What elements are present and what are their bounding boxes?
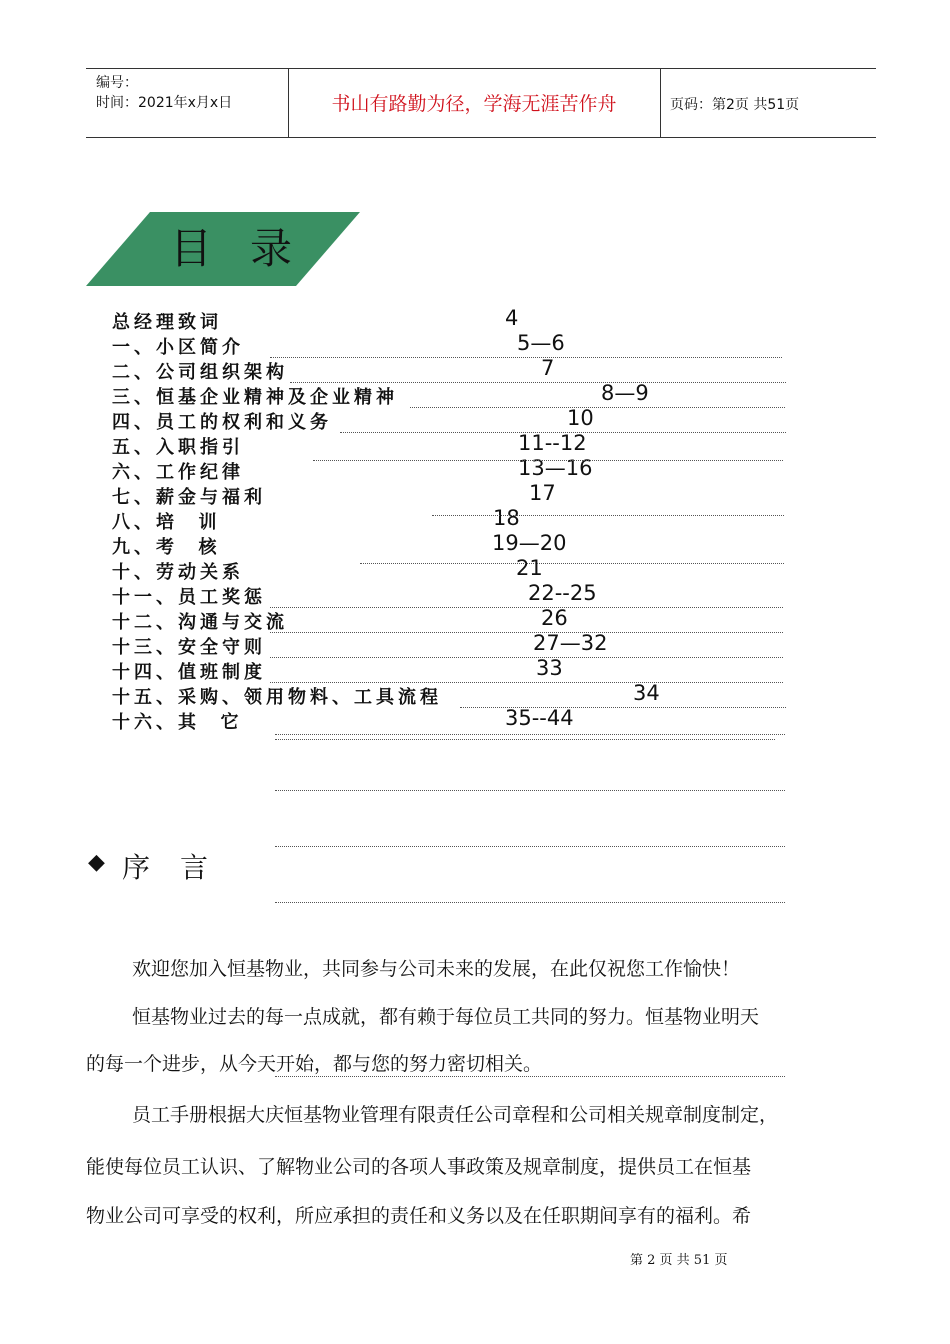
dotted-line [432, 515, 784, 516]
dotted-line [275, 902, 785, 903]
dotted-line [275, 734, 785, 735]
toc-item[interactable] [112, 583, 812, 608]
diamond-icon: ◆ [88, 850, 105, 875]
toc-item[interactable] [112, 508, 812, 533]
toc-item[interactable] [112, 458, 812, 483]
toc-item-page: 27—32 [533, 631, 608, 655]
toc-item-label: 十一、员工奖惩 [112, 587, 266, 608]
toc-item-page: 26 [541, 606, 568, 630]
toc-item[interactable] [112, 483, 812, 508]
toc-item-page: 8—9 [601, 381, 649, 405]
toc-item-label: 一、小区简介 [112, 337, 244, 358]
toc-item-page: 35--44 [505, 706, 574, 730]
toc-item-page: 7 [541, 356, 555, 380]
toc-item[interactable] [112, 433, 812, 458]
toc-item[interactable] [112, 558, 812, 583]
toc-item[interactable] [112, 708, 812, 733]
toc-item-page: 18 [493, 506, 520, 530]
toc-item-label: 十、劳动关系 [112, 562, 244, 583]
toc-item-label: 十五、采购、领用物料、工具流程 [112, 687, 442, 708]
toc-item-page: 11--12 [518, 431, 587, 455]
code-label: 编号： [96, 75, 138, 91]
dotted-line [275, 846, 785, 847]
preface-title: 序言 [122, 851, 239, 884]
toc-item[interactable] [112, 308, 812, 333]
toc-item[interactable] [112, 633, 812, 658]
toc-item-label: 十三、安全守则 [112, 637, 266, 658]
toc-item-page: 34 [633, 681, 660, 705]
header-divider [660, 69, 661, 137]
toc-item-label: 六、工作纪律 [112, 462, 244, 483]
preface-paragraph: 物业公司可享受的权利，所应承担的责任和义务以及在任职期间享有的福利。希 [86, 1205, 752, 1227]
toc-item-label: 十二、沟通与交流 [112, 612, 288, 633]
date-label: 时间：2021年x月x日 [96, 95, 233, 111]
page-footer: 第 2 页 共 51 页 [630, 1253, 728, 1268]
toc-item-page: 13—16 [518, 456, 593, 480]
toc-item-page: 33 [536, 656, 563, 680]
page-info: 页码：第2页 共51页 [670, 97, 800, 113]
toc-item-page: 17 [529, 481, 556, 505]
toc-item-label: 总经理致词 [112, 312, 222, 333]
dotted-line [275, 790, 785, 791]
preface-paragraph: 能使每位员工认识、了解物业公司的各项人事政策及规章制度，提供员工在恒基 [86, 1156, 752, 1178]
toc-item-page: 4 [505, 306, 519, 330]
dotted-line [360, 563, 784, 564]
toc-item[interactable] [112, 383, 812, 408]
header-meta [96, 73, 232, 113]
preface-paragraph: 欢迎您加入恒基物业，共同参与公司未来的发展，在此仅祝您工作愉快！ [132, 958, 741, 980]
toc-item-label: 九、考 核 [112, 537, 221, 558]
toc-item[interactable] [112, 608, 812, 633]
toc-item-label: 八、培 训 [112, 512, 221, 533]
toc-item-page: 5—6 [517, 331, 565, 355]
toc-item-label: 三、恒基企业精神及企业精神 [112, 387, 398, 408]
dotted-line [275, 1076, 785, 1077]
dotted-line [313, 460, 783, 461]
toc-item[interactable] [112, 358, 812, 383]
toc-item-label: 二、公司组织架构 [112, 362, 288, 383]
toc-item[interactable] [112, 658, 812, 683]
toc-item[interactable] [112, 683, 812, 708]
toc-item[interactable] [112, 533, 812, 558]
toc-item-page: 21 [516, 556, 543, 580]
toc-item-label: 四、员工的权利和义务 [112, 412, 332, 433]
toc-item-label: 十四、值班制度 [112, 662, 266, 683]
toc-item-label: 五、入职指引 [112, 437, 244, 458]
dotted-line [275, 739, 775, 740]
toc-item[interactable] [112, 333, 812, 358]
preface-paragraph: 恒基物业过去的每一点成就，都有赖于每位员工共同的努力。恒基物业明天 [132, 1006, 760, 1028]
toc-item-page: 10 [567, 406, 594, 430]
toc-item-page: 22--25 [528, 581, 597, 605]
toc-item-label: 七、薪金与福利 [112, 487, 266, 508]
toc-title: 目录 [170, 224, 331, 273]
toc-item[interactable] [112, 408, 812, 433]
toc-item-label: 十六、其 它 [112, 712, 243, 733]
page-header [86, 68, 876, 138]
preface-paragraph: 的每一个进步，从今天开始，都与您的努力密切相关。 [86, 1053, 543, 1075]
preface-paragraph: 员工手册根据大庆恒基物业管理有限责任公司章程和公司相关规章制度制定， [132, 1104, 779, 1126]
motto: 书山有路勤为径，学海无涯苦作舟 [331, 93, 617, 115]
toc-item-page: 19—20 [492, 531, 567, 555]
